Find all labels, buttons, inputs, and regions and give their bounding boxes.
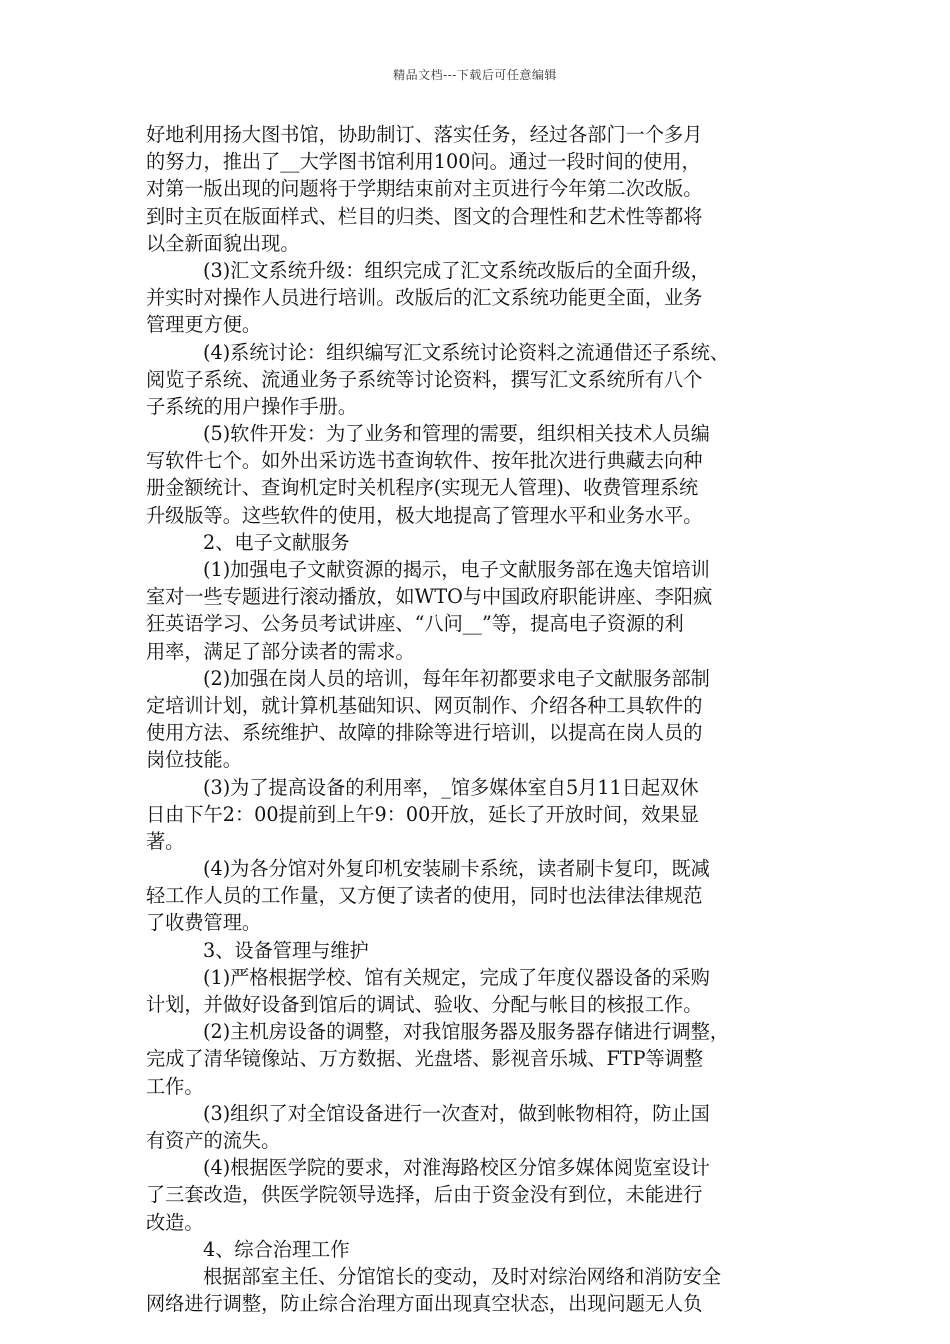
paragraph-start-line: (5)软件开发：为了业务和管理的需要，组织相关技术人员编 [203,422,710,446]
paragraph-start-line: (2)加强在岗人员的培训，每年年初都要求电子文献服务部制 [203,666,710,690]
text-line: 改造。 [146,1210,204,1234]
paragraph-start-line: (2)主机房设备的调整，对我馆服务器及服务器存储进行调整， [203,1020,730,1044]
text-line: 岗位技能。 [146,748,242,772]
text-line: 并实时对操作人员进行培训。改版后的汇文系统功能更全面，业务 [146,286,703,310]
text-line: 使用方法、系统维护、故障的排除等进行培训，以提高在岗人员的 [146,721,703,745]
text-line: 子系统的用户操作手册。 [146,394,358,418]
paragraph-start-line: 2、电子文献服务 [203,530,350,554]
paragraph-start-line: 4、综合治理工作 [203,1237,350,1261]
text-line: 完成了清华镜像站、万方数据、光盘塔、影视音乐城、FTP等调整 [146,1047,704,1071]
text-line: 定培训计划，就计算机基础知识、网页制作、介绍各种工具软件的 [146,693,703,717]
text-line: 阅览子系统、流通业务子系统等讨论资料，撰写汇文系统所有八个 [146,367,703,391]
text-line: 狂英语学习、公务员考试讲座、“八问__”等，提高电子资源的利 [146,612,684,636]
text-line: 轻工作人员的工作量，又方便了读者的使用，同时也法律法律规范 [146,884,703,908]
paragraph-start-line: 3、设备管理与维护 [203,938,369,962]
text-line: 册金额统计、查询机定时关机程序(实现无人管理)、收费管理系统 [146,476,699,500]
text-line: 了三套改造，供医学院领导选择，后由于资金没有到位，未能进行 [146,1183,703,1207]
text-line: 日由下午2：00提前到上午9：00开放，延长了开放时间，效果显 [146,802,699,826]
text-line: 写软件七个。如外出采访选书查询软件、按年批次进行典藏去向种 [146,449,703,473]
text-line: 的努力，推出了__大学图书馆利用100问。通过一段时间的使用， [146,150,701,174]
paragraph-start-line: 根据部室主任、分馆馆长的变动，及时对综治网络和消防安全 [203,1264,722,1288]
text-line: 对第一版出现的问题将于学期结束前对主页进行今年第二次改版。 [146,177,703,201]
text-line: 工作。 [146,1074,204,1098]
text-line: 网络进行调整，防止综合治理方面出现真空状态，出现问题无人负 [146,1292,703,1316]
paragraph-start-line: (1)严格根据学校、馆有关规定，完成了年度仪器设备的采购 [203,965,710,989]
text-line: 有资产的流失。 [146,1128,281,1152]
text-line: 管理更方便。 [146,313,262,337]
text-line: 用率，满足了部分读者的需求。 [146,639,415,663]
text-line: 室对一些专题进行滚动播放，如WTO与中国政府职能讲座、李阳疯 [146,585,713,609]
paragraph-start-line: (3)汇文系统升级：组织完成了汇文系统改版后的全面升级， [203,258,710,282]
paragraph-start-line: (4)为各分馆对外复印机安装刷卡系统，读者刷卡复印，既减 [203,857,710,881]
text-line: 好地利用扬大图书馆，协助制订、落实任务，经过各部门一个多月 [146,123,703,146]
paragraph-start-line: (4)系统讨论：组织编写汇文系统讨论资料之流通借还子系统、 [203,340,730,364]
text-line: 以全新面貌出现。 [146,231,300,255]
text-line: 了收费管理。 [146,911,262,935]
paragraph-start-line: (1)加强电子文献资源的揭示，电子文献服务部在逸夫馆培训 [203,558,710,581]
page-header: 精品文档---下载后可任意编辑 [393,68,557,82]
paragraph-start-line: (3)组织了对全馆设备进行一次查对，做到帐物相符，防止国 [203,1101,710,1125]
paragraph-start-line: (4)根据医学院的要求，对淮海路校区分馆多媒体阅览室设计 [203,1156,710,1180]
text-line: 升级版等。这些软件的使用，极大地提高了管理水平和业务水平。 [146,503,703,527]
text-line: 到时主页在版面样式、栏目的归类、图文的合理性和艺术性等都将 [146,204,703,228]
text-line: 计划，并做好设备到馆后的调试、验收、分配与帐目的核报工作。 [146,993,703,1016]
document-body [146,121,816,1317]
paragraph-start-line: (3)为了提高设备的利用率，_馆多媒体室自5月11日起双休 [203,775,699,799]
text-line: 著。 [146,829,185,853]
